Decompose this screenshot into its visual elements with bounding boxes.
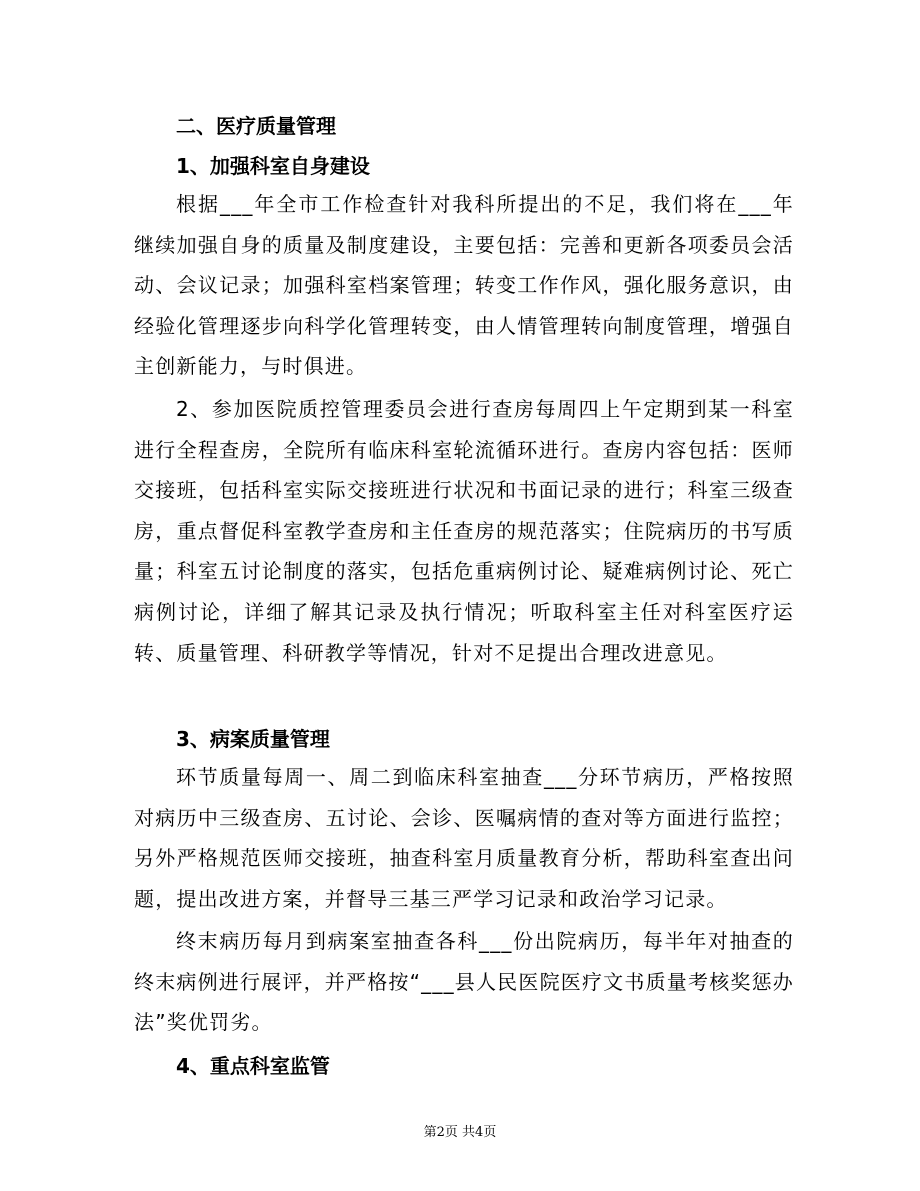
subsection-2-paragraph: 2、参加医院质控管理委员会进行查房每周四上午定期到某一科室进行全程查房，全院所有临床科室轮流循环进行。查房内容包括：医师交接班，包括科室实际交接班进行状况和书面记录的进行；科室三级查房，重点督促科室教学查房和主任查房的规范落实；住院病历的书写质量；科室五讨论制度的落实，包括危重病例讨论、疑难病例讨论、死亡病例讨论，详细了解其记录及执行情况；听取科室主任对科室医疗运转、质量管理、科研教学等情况，针对不足提出合理改进意见。 xyxy=(134,397,794,665)
subsection-3-paragraph-1: 环节质量每周一、周二到临床科室抽查___分环节病历，严格按照对病历中三级查房、五讨论、会诊、医嘱病情的查对等方面进行监控；另外严格规范医师交接班，抽查科室月质量教育分析，帮助科室查出问题，提出改进方案，并督导三基三严学习记录和政治学习记录。 xyxy=(134,765,794,911)
subsection-title-1: 1、加强科室自身建设 xyxy=(176,154,370,178)
subsection-1-paragraph: 根据___年全市工作检查针对我科所提出的不足，我们将在___年继续加强自身的质量及制度建设，主要包括：完善和更新各项委员会活动、会议记录；加强科室档案管理；转变工作作风，强化服务意识，由经验化管理逐步向科学化管理转变，由人情管理转向制度管理，增强自主创新能力，与时俱进。 xyxy=(134,192,794,379)
section-title: 二、医疗质量管理 xyxy=(176,114,336,138)
subsection-3-paragraph-2: 终末病历每月到病案室抽查各科___份出院病历，每半年对抽查的终末病例进行展评，并严格按“___县人民医院医疗文书质量考核奖惩办法”奖优罚劣。 xyxy=(134,929,794,1035)
page-number-footer: 第2页 共4页 xyxy=(423,1125,497,1140)
subsection-title-3: 3、病案质量管理 xyxy=(176,727,330,751)
subsection-title-4: 4、重点科室监管 xyxy=(176,1054,330,1078)
